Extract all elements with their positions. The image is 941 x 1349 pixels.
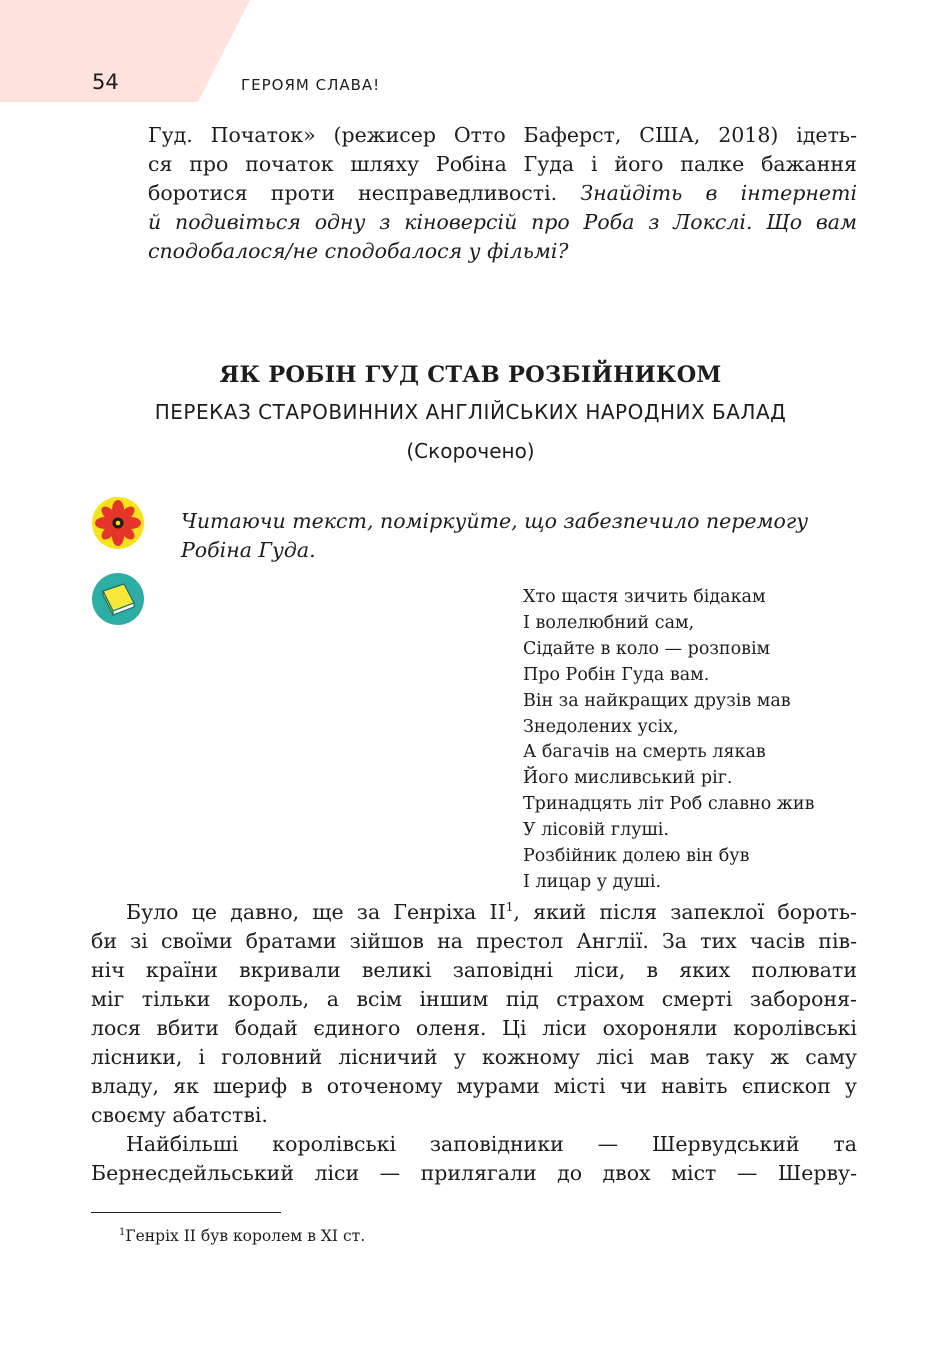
body-line: лісники, і головний лісничий у кожному лісі мав таку ж саму bbox=[91, 1045, 857, 1069]
intro-line: й подивіться одну з кіноверсій про Роба з Локслі. Що вам bbox=[148, 210, 857, 234]
body-text-fragment: Було це давно, ще за Генріха II bbox=[126, 900, 506, 924]
poem-line: Сідайте в коло — розповім bbox=[523, 638, 771, 659]
intro-line: сподобалося/не сподобалося у фільмі? bbox=[148, 239, 569, 263]
poem-line: Тринадцять літ Роб славно жив bbox=[523, 794, 815, 815]
footnote-reference[interactable]: 1 bbox=[505, 900, 514, 915]
task-line: Читаючи текст, поміркуйте, що забезпечило перемогу bbox=[181, 509, 809, 533]
intro-line bbox=[148, 179, 857, 208]
body-line: своєму абатстві. bbox=[91, 1103, 268, 1127]
poem-line: Розбійник долею він був bbox=[523, 846, 750, 867]
body-line bbox=[91, 898, 857, 927]
poem-line: Він за найкращих друзів мав bbox=[523, 690, 791, 711]
running-title: ГЕРОЯМ СЛАВА! bbox=[241, 76, 381, 94]
body-line: владу, як шериф в оточеному мурами місті чи навіть єпископ у bbox=[91, 1074, 857, 1098]
body-text bbox=[91, 898, 857, 1188]
section-title: ЯК РОБІН ГУД СТАВ РОЗБІЙНИКОМ bbox=[219, 362, 722, 388]
poem-line: А багачів на смерть лякав bbox=[523, 742, 766, 763]
page-number: 54 bbox=[92, 70, 119, 94]
book-icon bbox=[91, 572, 145, 626]
poem-line: Його мисливський ріг. bbox=[523, 768, 733, 789]
epigraph-poem bbox=[523, 585, 814, 896]
poem-line: І волелюбний сам, bbox=[523, 612, 695, 633]
poem-line: І лицар у душі. bbox=[523, 871, 662, 892]
reading-task bbox=[181, 507, 857, 565]
body-line: Бернесдейльський ліси — прилягали до двох міст — Шерву- bbox=[91, 1161, 857, 1185]
poem-line: Хто щастя зичить бідакам bbox=[523, 587, 766, 607]
intro-italic-text: Знайдіть в інтернеті bbox=[580, 181, 858, 205]
section-subtitle: ПЕРЕКАЗ СТАРОВИННИХ АНГЛІЙСЬКИХ НАРОДНИХ БАЛАД bbox=[154, 400, 787, 424]
body-line: міг тільки король, а всім іншим під страхом смерті забороня- bbox=[91, 987, 857, 1011]
poem-line: Про Робін Гуда вам. bbox=[523, 664, 710, 685]
poem-line: Знедолених усіх, bbox=[523, 716, 679, 737]
intro-plain-text: боротися проти несправедливості. bbox=[148, 181, 581, 205]
abridged-note: (Скорочено) bbox=[406, 439, 535, 463]
footnote bbox=[119, 1227, 365, 1245]
flower-icon bbox=[91, 496, 145, 550]
body-line: Найбільші королівські заповідники — Шервудський та bbox=[126, 1132, 857, 1156]
intro-line: Гуд. Початок» (режисер Отто Баферст, США, 2018) ідеть- bbox=[148, 123, 857, 147]
intro-line: ся про початок шляху Робіна Гуда і його палке бажання bbox=[148, 152, 857, 176]
body-text-fragment: , який після запеклої бороть- bbox=[513, 900, 857, 924]
body-line: би зі своїми братами зійшов на престол Англії. За тих часів пів- bbox=[91, 929, 857, 953]
footnote-text: Генріх II був королем в XI ст. bbox=[125, 1227, 366, 1245]
corner-accent bbox=[0, 0, 250, 102]
task-line: Робіна Гуда. bbox=[181, 538, 316, 562]
intro-paragraph bbox=[148, 121, 857, 266]
body-line: лося вбити бодай єдиного оленя. Ці ліси охороняли королівські bbox=[91, 1016, 857, 1040]
body-line: ніч країни вкривали великі заповідні ліси, в яких полювати bbox=[91, 958, 857, 982]
footnote-divider bbox=[91, 1212, 281, 1213]
poem-line: У лісовій глуші. bbox=[523, 820, 669, 841]
footnote-mark: 1 bbox=[119, 1226, 126, 1238]
